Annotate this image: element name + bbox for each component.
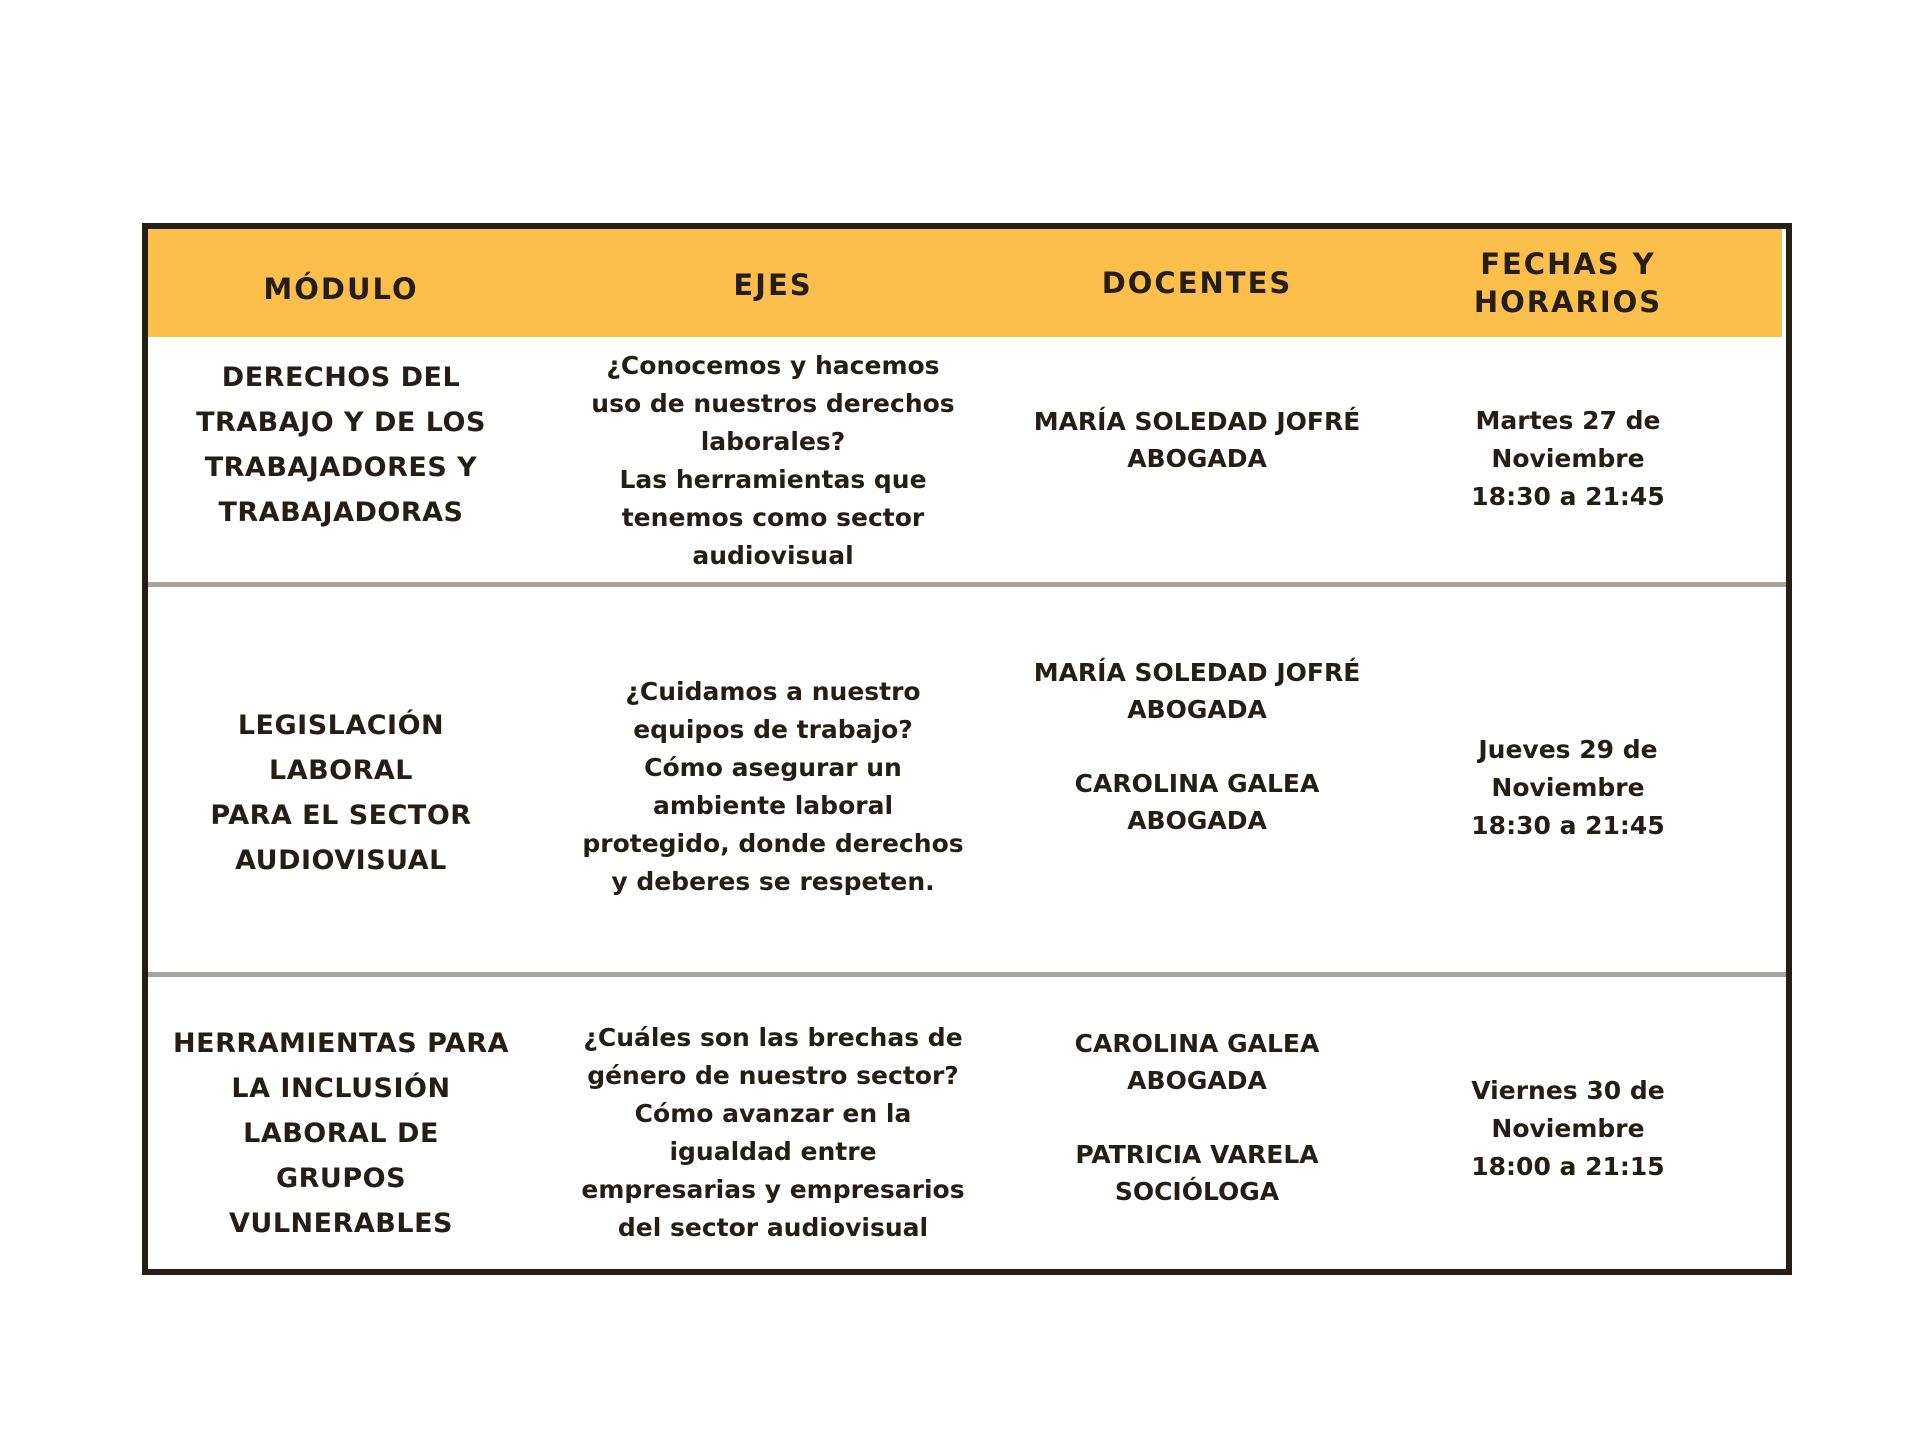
header-docentes: DOCENTES	[1101, 266, 1293, 300]
row-2-modulo: LEGISLACIÓN LABORAL PARA EL SECTOR AUDIOVISUAL	[210, 710, 472, 876]
header-fechas: FECHAS Y HORARIOS	[1473, 247, 1663, 319]
row-3-fecha: Viernes 30 de Noviembre 18:00 a 21:15	[1471, 1076, 1665, 1181]
row-1-modulo: DERECHOS DEL TRABAJO Y DE LOS TRABAJADORES Y TRABAJADORAS	[196, 362, 486, 528]
row-1-ejes: ¿Conocemos y hacemos uso de nuestros derechos laborales? Las herramientas que tenemos como sector audiovisual	[591, 351, 955, 570]
row-3-docentes: CAROLINA GALEA ABOGADA PATRICIA VARELA SOCIÓLOGA	[1074, 1028, 1320, 1206]
row-2-fecha: Jueves 29 de Noviembre 18:30 a 21:45	[1471, 735, 1665, 840]
row-2-docentes: MARÍA SOLEDAD JOFRÉ ABOGADA CAROLINA GALEA ABOGADA	[1033, 657, 1361, 835]
row-divider-1	[148, 582, 1786, 587]
schedule-table	[142, 223, 1792, 1275]
header-ejes: EJES	[733, 268, 813, 302]
row-1-docentes: MARÍA SOLEDAD JOFRÉ ABOGADA	[1033, 407, 1361, 473]
row-1-fecha: Martes 27 de Noviembre 18:30 a 21:45	[1471, 406, 1665, 511]
row-3-ejes: ¿Cuáles son las brechas de género de nuestro sector? Cómo avanzar en la igualdad entre empresarias y empresarios del sector audiovisual	[581, 1023, 965, 1242]
row-3-modulo: HERRAMIENTAS PARA LA INCLUSIÓN LABORAL DE GRUPOS VULNERABLES	[173, 1027, 509, 1239]
row-2-ejes: ¿Cuidamos a nuestro equipos de trabajo? Cómo asegurar un ambiente laboral protegido, donde derechos y deberes se respeten.	[582, 677, 964, 896]
header-modulo: MÓDULO	[263, 272, 419, 306]
row-divider-2	[148, 972, 1786, 977]
